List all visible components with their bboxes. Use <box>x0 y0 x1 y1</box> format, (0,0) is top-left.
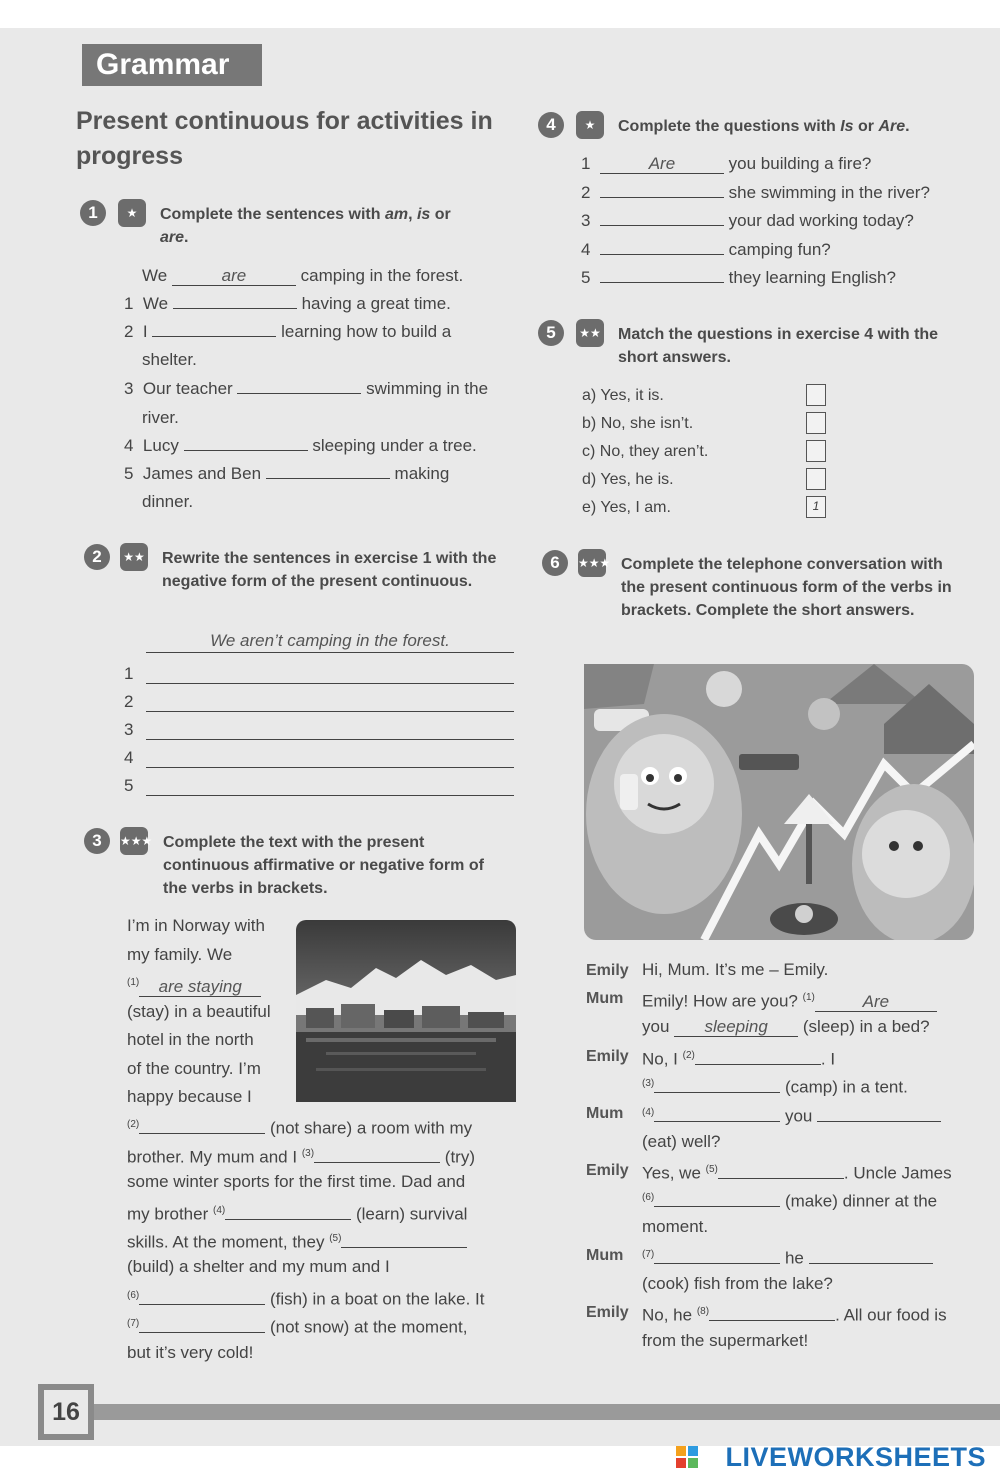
exercise-5-number: 5 <box>538 320 564 346</box>
text-line: $^{(7)}$ (not snow) at the moment, <box>127 1317 468 1337</box>
speaker-label: Emily <box>586 1304 629 1321</box>
dialogue-line: No, I $^{(2)}$ . I <box>642 1049 836 1069</box>
exercise-1-item: 1 We having a great time. <box>124 294 451 313</box>
short-answer: e) Yes, I am. <box>582 499 671 516</box>
answer-blank[interactable] <box>600 225 724 226</box>
short-answer: b) No, she isn’t. <box>582 415 694 432</box>
exercise-1-item: 4 Lucy sleeping under a tree. <box>124 436 477 455</box>
answer-blank[interactable] <box>600 254 724 255</box>
page-heading: Present continuous for activities in progress <box>76 107 493 170</box>
norway-harbour-photo <box>296 920 516 1102</box>
answer-blank[interactable] <box>718 1178 844 1179</box>
exercise-3-number: 3 <box>84 828 110 854</box>
answer-blank[interactable] <box>225 1219 351 1220</box>
answer-blank[interactable] <box>314 1162 440 1163</box>
exercise-1-item-cont: river. <box>142 408 179 427</box>
answer-blank[interactable] <box>139 1133 265 1134</box>
dialogue-line: Hi, Mum. It’s me – Emily. <box>642 960 829 979</box>
exercise-1-example: We are camping in the forest. <box>142 266 464 285</box>
answer-blank[interactable] <box>173 308 297 309</box>
answer-blank[interactable] <box>654 1263 780 1264</box>
exercise-1-item: 2 I learning how to build a <box>124 322 452 341</box>
text-line: brother. My mum and I $^{(3)}$ (try) <box>127 1147 475 1167</box>
footer-bar <box>94 1404 1000 1420</box>
section-banner: Grammar <box>82 44 262 86</box>
dialogue-line: moment. <box>642 1217 709 1236</box>
speaker-label: Mum <box>586 990 624 1007</box>
text-line: skills. At the moment, they $^{(5)}$ <box>127 1225 467 1257</box>
exercise-3-instruction: Complete the text with the present continuous affirmative or negative form of the verbs in brackets. <box>163 834 484 897</box>
exercise-1-number: 1 <box>80 200 106 226</box>
text-line: $^{(2)}$ (not share) a room with my <box>127 1118 473 1138</box>
answer-blank[interactable] <box>695 1064 821 1065</box>
answer-blank[interactable] <box>654 1206 780 1207</box>
dialogue-line: $^{(4)}$ you <box>642 1099 941 1131</box>
answer-blank[interactable] <box>817 1121 941 1122</box>
liveworksheets-logo-icon <box>676 1446 698 1468</box>
dialogue-line: (cook) fish from the lake? <box>642 1274 833 1293</box>
text-line: some winter sports for the first time. Dad and <box>127 1172 466 1191</box>
dialogue-line: (eat) well? <box>642 1132 721 1151</box>
text-line: of the country. I’m <box>127 1059 261 1078</box>
short-answer: d) Yes, he is. <box>582 471 674 488</box>
answer-blank[interactable] <box>600 197 724 198</box>
dialogue-line: you sleeping (sleep) in a bed? <box>642 1017 930 1036</box>
example-answer: are staying <box>139 978 261 997</box>
answer-blank[interactable] <box>341 1247 467 1248</box>
example-answer: Are <box>815 993 937 1012</box>
camping-phone-illustration <box>584 664 974 940</box>
speaker-label: Mum <box>586 1105 624 1122</box>
exercise-2-line: 3 <box>124 716 514 744</box>
answer-blank[interactable] <box>146 777 514 796</box>
answer-blank[interactable] <box>266 478 390 479</box>
exercise-1-item-cont: dinner. <box>142 492 194 511</box>
exercise-2-line: 2 <box>124 688 514 716</box>
speaker-label: Emily <box>586 1048 629 1065</box>
text-line: $^{(6)}$ (fish) in a boat on the lake. It <box>127 1289 485 1309</box>
exercise-2-instruction: Rewrite the sentences in exercise 1 with the negative form of the present continuous. <box>162 550 497 590</box>
text-line: but it’s very cold! <box>127 1343 254 1362</box>
answer-blank[interactable] <box>146 693 514 712</box>
exercise-2-line: 4 <box>124 744 514 772</box>
answer-blank[interactable] <box>152 336 276 337</box>
answer-blank[interactable] <box>654 1121 780 1122</box>
exercise-2-line: 1 <box>124 660 514 688</box>
exercise-4-item: 3 your dad working today? <box>581 211 914 230</box>
page-number: 16 <box>44 1390 88 1434</box>
text-line: happy because I <box>127 1087 252 1106</box>
brand-wordmark: LIVEWORKSHEETS <box>725 1442 986 1472</box>
example-answer: sleeping <box>674 1018 798 1037</box>
dialogue-line: No, he $^{(8)}$ . All our food is <box>642 1305 947 1325</box>
match-box[interactable] <box>806 412 826 434</box>
answer-blank[interactable] <box>237 393 361 394</box>
exercise-4-item: 2 she swimming in the river? <box>581 183 930 202</box>
answer-blank[interactable] <box>139 1304 265 1305</box>
answer-blank[interactable] <box>146 665 514 684</box>
exercise-1-item-cont: shelter. <box>142 350 197 369</box>
exercise-1-item: 3 Our teacher swimming in the <box>124 379 489 398</box>
dialogue-line: $^{(6)}$ (make) dinner at the <box>642 1191 938 1211</box>
difficulty-star-icon: ★ <box>118 199 146 227</box>
answer-blank[interactable] <box>139 1332 265 1333</box>
exercise-2-number: 2 <box>84 544 110 570</box>
answer-blank[interactable] <box>654 1092 780 1093</box>
match-box-example: 1 <box>806 496 826 518</box>
difficulty-star-icon: ★★★ <box>578 549 606 577</box>
speaker-label: Mum <box>586 1247 624 1264</box>
short-answer: a) Yes, it is. <box>582 387 664 404</box>
difficulty-star-icon: ★★ <box>120 543 148 571</box>
exercise-4-item: 1 Are you building a fire? <box>581 154 872 173</box>
answer-blank[interactable] <box>146 749 514 768</box>
match-box[interactable] <box>806 468 826 490</box>
exercise-4-item: 4 camping fun? <box>581 240 831 259</box>
exercise-2-line: 5 <box>124 772 514 800</box>
text-line: (stay) in a beautiful <box>127 1002 271 1021</box>
dialogue-line: $^{(3)}$ (camp) in a tent. <box>642 1077 908 1097</box>
speaker-label: Emily <box>586 1162 629 1179</box>
difficulty-star-icon: ★★★ <box>120 827 148 855</box>
exercise-4-instruction: Complete the questions with Is or Are. <box>618 118 910 135</box>
exercise-1-instruction: Complete the sentences with am, is or are. <box>160 206 451 246</box>
answer-blank[interactable] <box>184 450 308 451</box>
text-line: $^{(1)}$ are staying <box>127 969 261 1001</box>
text-line: I’m in Norway with <box>127 916 265 935</box>
text-line: my family. We <box>127 945 233 964</box>
difficulty-star-icon: ★ <box>576 111 604 139</box>
dialogue-line: Yes, we $^{(5)}$ . Uncle James <box>642 1163 952 1183</box>
exercise-2-example: We aren’t camping in the forest. <box>146 630 514 653</box>
answer-blank[interactable] <box>809 1263 933 1264</box>
answer-blank[interactable] <box>146 721 514 740</box>
dialogue-line: from the supermarket! <box>642 1331 809 1350</box>
speaker-label: Emily <box>586 962 629 979</box>
dialogue-line: Emily! How are you? $^{(1)}$ Are <box>642 984 937 1016</box>
exercise-4-number: 4 <box>538 112 564 138</box>
difficulty-star-icon: ★★ <box>576 319 604 347</box>
text-line: (build) a shelter and my mum and I <box>127 1257 390 1276</box>
text-line: my brother $^{(4)}$ (learn) survival <box>127 1204 468 1224</box>
match-box[interactable] <box>806 440 826 462</box>
page-number-box <box>38 1384 94 1440</box>
answer-blank[interactable] <box>709 1320 835 1321</box>
dialogue-line: $^{(7)}$ he <box>642 1241 933 1273</box>
exercise-4-item: 5 they learning English? <box>581 268 896 287</box>
text-line: hotel in the north <box>127 1030 254 1049</box>
exercise-6-number: 6 <box>542 550 568 576</box>
exercise-1-item: 5 James and Ben making <box>124 464 450 483</box>
example-answer: are <box>172 267 296 286</box>
example-answer: Are <box>600 155 724 174</box>
exercise-6-instruction: Complete the telephone conversation with the present continuous form of the verbs in brackets. Complete the short answers. <box>621 556 952 619</box>
short-answer: c) No, they aren’t. <box>582 443 709 460</box>
exercise-5-instruction: Match the questions in exercise 4 with the short answers. <box>618 326 939 366</box>
match-box[interactable] <box>806 384 826 406</box>
answer-blank[interactable] <box>600 282 724 283</box>
